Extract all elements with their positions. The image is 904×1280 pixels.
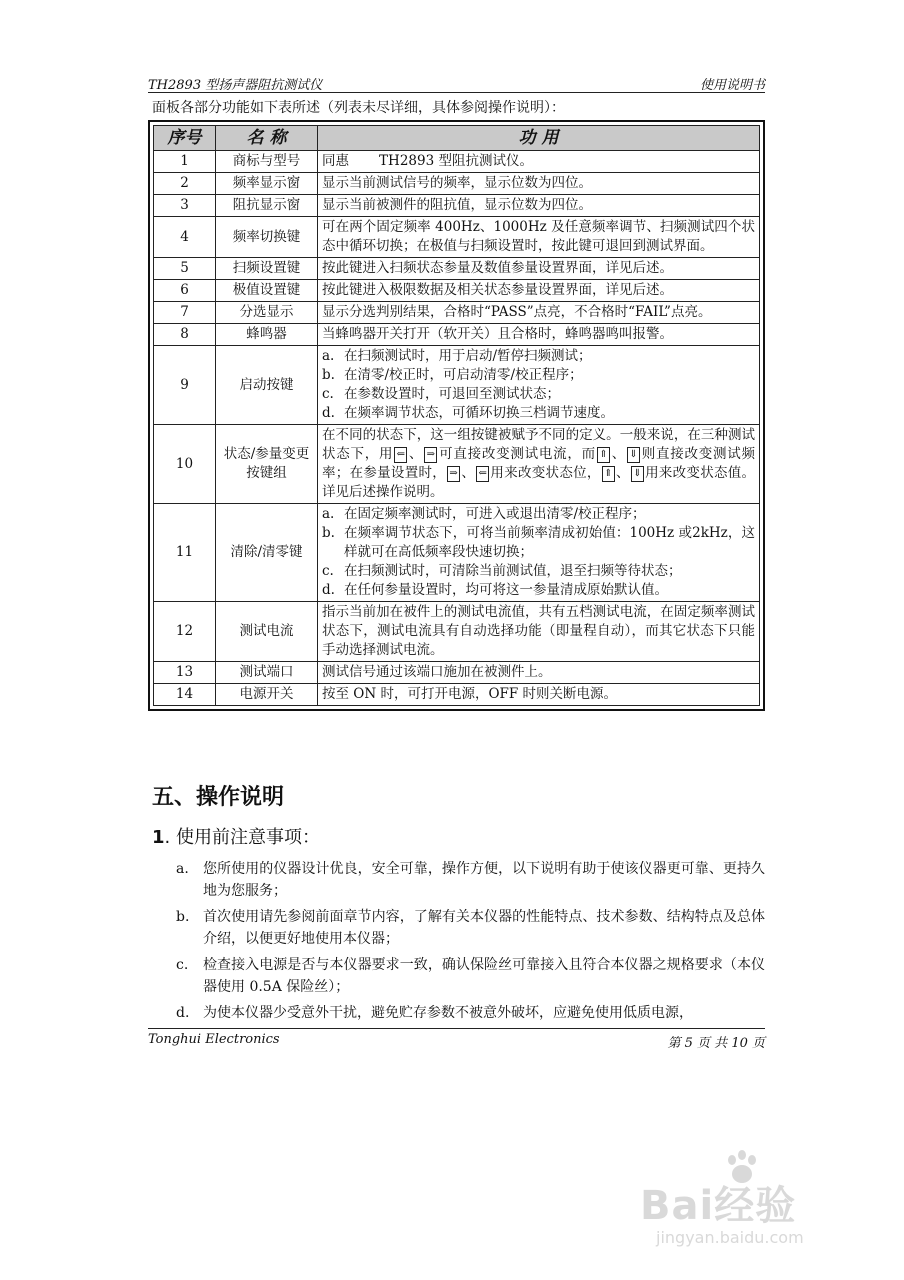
- item-text: 在频率调节状态下，可将当前频率清成初始值：100Hz 或2kHz，这样就可在高低频率段快速切换；: [344, 525, 755, 560]
- table-header-row: [154, 126, 760, 151]
- item-text: 在频率调节状态，可循环切换三档调节速度。: [344, 405, 614, 421]
- table-row: [154, 195, 760, 217]
- item-marker: d.: [322, 405, 335, 421]
- text-segment: 在不同的状态下，这一组按键被赋予不同的定义。一般来说，在三种测试状态下，用: [322, 427, 755, 462]
- col-header-function: 功 用: [318, 126, 760, 151]
- row-num: 10: [154, 425, 216, 504]
- item-marker: a.: [322, 506, 335, 522]
- row-function: [318, 504, 760, 602]
- row-name: 蜂鸣器: [216, 324, 318, 346]
- row-name: 状态/参量变更按键组: [216, 425, 318, 504]
- text-segment: 、: [461, 465, 476, 481]
- row-num: 2: [154, 173, 216, 195]
- item-text: 您所使用的仪器设计优良，安全可靠，操作方便，以下说明有助于使该仪器更可靠、更持久地为您服务；: [203, 861, 765, 899]
- notes-list: [176, 858, 765, 1028]
- function-table: [153, 125, 760, 706]
- row-name: 测试电流: [216, 602, 318, 662]
- text-segment: 、: [610, 446, 626, 462]
- up-arrow-key-icon: ⇑: [602, 466, 615, 482]
- item-text: 在扫频测试时，可清除当前测试值，退至扫频等待状态；: [344, 563, 682, 579]
- table-row: [154, 324, 760, 346]
- item-text: 在清零/校正时，可启动清零/校正程序；: [344, 367, 583, 383]
- item-marker: b.: [322, 367, 335, 383]
- row-function: 按此键进入极限数据及相关状态参量设置界面，详见后述。: [318, 280, 760, 302]
- row-name: 清除/清零键: [216, 504, 318, 602]
- row-name: 极值设置键: [216, 280, 318, 302]
- item-text: 检查接入电源是否与本仪器要求一致，确认保险丝可靠接入且符合本仪器之规格要求（本仪器使用 0.5A 保险丝）；: [203, 957, 765, 995]
- row-function: [318, 346, 760, 425]
- table-row: [154, 302, 760, 324]
- row-num: 13: [154, 662, 216, 684]
- row-num: 8: [154, 324, 216, 346]
- footer-company: Tonghui Electronics: [148, 1032, 280, 1047]
- col-header-num: 序号: [154, 126, 216, 151]
- row-name: 测试端口: [216, 662, 318, 684]
- row-name: 电源开关: [216, 684, 318, 706]
- row-num: 12: [154, 602, 216, 662]
- row-function: 按至 ON 时，可打开电源，OFF 时则关断电源。: [318, 684, 760, 706]
- left-arrow-key-icon: ⇐: [476, 466, 489, 482]
- list-item: [322, 505, 755, 524]
- item-marker: d.: [176, 1005, 190, 1021]
- header-manual-label: 使用说明书: [699, 78, 765, 93]
- item-text: 在扫频测试时，用于启动/暂停扫频测试；: [344, 348, 592, 364]
- subsection-number: 1: [152, 827, 165, 848]
- footer-page-number: 第 5 页 共 10 页: [667, 1036, 765, 1051]
- subsection-title: [152, 823, 320, 849]
- row-function: 可在两个固定频率 400Hz、1000Hz 及任意频率调节、扫频测试四个状态中循环切换；在极值与扫频设置时，按此键可退回到测试界面。: [318, 217, 760, 258]
- list-item: [322, 562, 755, 581]
- watermark-url: jingyan.baidu.com: [656, 1228, 804, 1247]
- list-item: [322, 581, 755, 600]
- table-row: [154, 173, 760, 195]
- text-segment: 则直接改变测试频率；在参量设置时，: [322, 446, 756, 481]
- item-text: 在参数设置时，可退回至测试状态；: [344, 386, 560, 402]
- row-name: 商标与型号: [216, 151, 318, 173]
- watermark-brand: Bai经验: [640, 1183, 797, 1229]
- right-arrow-key-icon: ⇒: [424, 447, 437, 463]
- row-name: 启动按键: [216, 346, 318, 425]
- row-function: 同惠 TH2893 型阻抗测试仪。: [318, 151, 760, 173]
- table-row: [154, 346, 760, 425]
- table-row: [154, 425, 760, 504]
- row-num: 11: [154, 504, 216, 602]
- row-num: 9: [154, 346, 216, 425]
- row-function: 按此键进入扫频状态参量及数值参量设置界面，详见后述。: [318, 258, 760, 280]
- row-num: 14: [154, 684, 216, 706]
- table-row: [154, 280, 760, 302]
- watermark: [640, 1148, 860, 1248]
- table-row: [154, 151, 760, 173]
- row-num: 3: [154, 195, 216, 217]
- row-function: 显示当前测试信号的频率，显示位数为四位。: [318, 173, 760, 195]
- list-item: [176, 858, 765, 902]
- row-name: 扫频设置键: [216, 258, 318, 280]
- up-arrow-key-icon: ⇑: [597, 447, 610, 463]
- text-segment: 、: [408, 446, 424, 462]
- table-row: [154, 504, 760, 602]
- item-text: 首次使用请先参阅前面章节内容，了解有关本仪器的性能特点、技术参数、结构特点及总体介绍，以便更好地使用本仪器；: [203, 909, 765, 947]
- table-row: [154, 217, 760, 258]
- header-title: TH2893 型扬声器阻抗测试仪: [148, 78, 323, 93]
- col-header-name: 名 称: [216, 126, 318, 151]
- row-function: 指示当前加在被件上的测试电流值，共有五档测试电流，在固定频率测试状态下，测试电流具有自动选择功能（即量程自动），而其它状态下只能手动选择测试电流。: [318, 602, 760, 662]
- item-marker: d.: [322, 582, 335, 598]
- item-marker: a.: [176, 861, 189, 877]
- item-text: 为使本仪器少受意外干扰，避免贮存参数不被意外破坏，应避免使用低质电源，: [203, 1005, 693, 1021]
- item-marker: c.: [176, 957, 189, 973]
- row-name: 分选显示: [216, 302, 318, 324]
- function-table-frame: [148, 120, 765, 711]
- row-num: 5: [154, 258, 216, 280]
- row-name: 频率显示窗: [216, 173, 318, 195]
- row-num: 7: [154, 302, 216, 324]
- down-arrow-key-icon: ⇓: [627, 447, 640, 463]
- list-item: [176, 906, 765, 950]
- intro-text: 面板各部分功能如下表所述（列表未尽详细，具体参阅操作说明）：: [152, 100, 565, 116]
- text-segment: 用来改变状态值。详见后述操作说明。: [322, 465, 756, 500]
- item-marker: b.: [176, 909, 190, 925]
- item-marker: b.: [322, 525, 335, 541]
- row-num: 6: [154, 280, 216, 302]
- section-title: 五、操作说明: [152, 785, 285, 810]
- text-segment: 可直接改变测试电流，而: [438, 446, 596, 462]
- down-arrow-key-icon: ⇓: [631, 466, 644, 482]
- row-num: 4: [154, 217, 216, 258]
- item-marker: c.: [322, 563, 334, 579]
- table-row: [154, 258, 760, 280]
- row-num: 1: [154, 151, 216, 173]
- left-arrow-key-icon: ⇐: [394, 447, 407, 463]
- list-item: [322, 366, 755, 385]
- item-text: 在任何参量设置时，均可将这一参量清成原始默认值。: [344, 582, 668, 598]
- page-header: [148, 72, 765, 93]
- text-segment: 、: [615, 465, 630, 481]
- list-item: [322, 385, 755, 404]
- row-function: 当蜂鸣器开关打开（软开关）且合格时，蜂鸣器鸣叫报警。: [318, 324, 760, 346]
- list-item: [176, 954, 765, 998]
- table-row: [154, 602, 760, 662]
- list-item: [176, 1002, 765, 1024]
- row-name: 频率切换键: [216, 217, 318, 258]
- item-text: 在固定频率测试时，可进入或退出清零/校正程序；: [344, 506, 646, 522]
- text-segment: 用来改变状态位，: [490, 465, 601, 481]
- subsection-label: . 使用前注意事项：: [164, 827, 320, 848]
- table-row: [154, 662, 760, 684]
- row-function: [318, 425, 760, 504]
- row-function: 测试信号通过该端口施加在被测件上。: [318, 662, 760, 684]
- list-item: [322, 404, 755, 423]
- list-item: [322, 524, 755, 562]
- list-item: [322, 347, 755, 366]
- item-marker: a.: [322, 348, 335, 364]
- item-marker: c.: [322, 386, 334, 402]
- row-name: 阻抗显示窗: [216, 195, 318, 217]
- row-function: 显示当前被测件的阻抗值，显示位数为四位。: [318, 195, 760, 217]
- page-footer: [148, 1028, 765, 1049]
- table-row: [154, 684, 760, 706]
- row-function: 显示分选判别结果，合格时“PASS”点亮，不合格时“FAIL”点亮。: [318, 302, 760, 324]
- right-arrow-key-icon: ⇒: [447, 466, 460, 482]
